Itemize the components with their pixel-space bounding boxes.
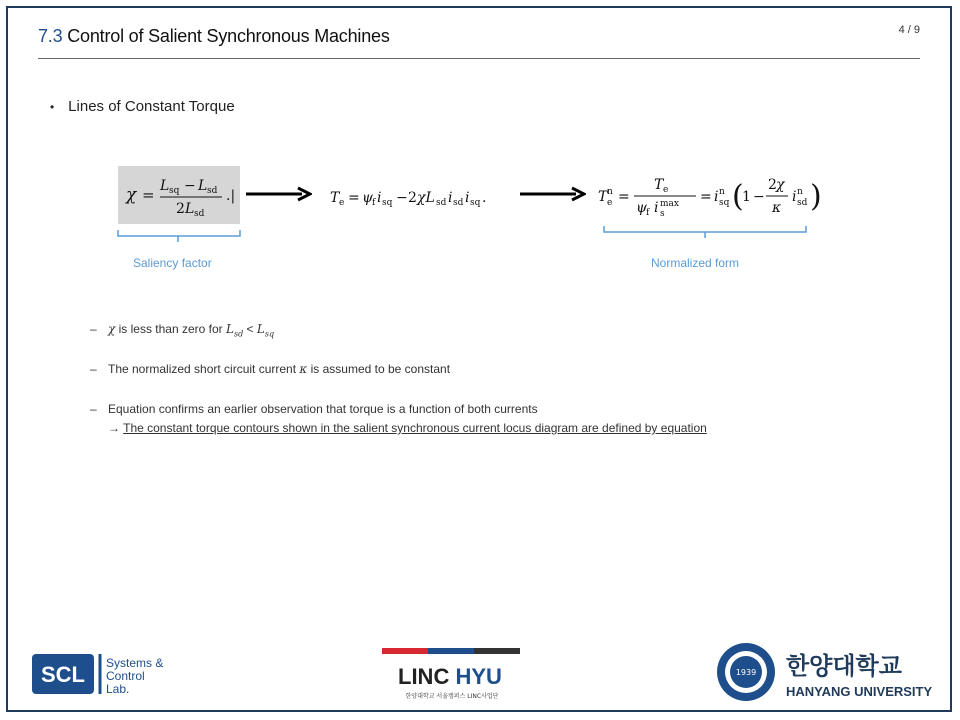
- svg-text:e: e: [607, 198, 613, 208]
- title-text: Control of Salient Synchronous Machines: [67, 26, 390, 46]
- svg-text:.: .: [482, 190, 487, 206]
- svg-text:한양대학교: 한양대학교: [786, 652, 902, 680]
- svg-text:=: =: [700, 189, 712, 205]
- normalized-form-label: Normalized form: [651, 256, 740, 270]
- svg-text:e: e: [663, 185, 669, 195]
- svg-text:sq: sq: [382, 198, 393, 208]
- arrow-right-icon: [520, 186, 586, 202]
- equation-normalized-torque: [596, 170, 826, 227]
- svg-text:LINC HYU: LINC HYU: [398, 664, 502, 689]
- svg-text:n: n: [797, 187, 803, 197]
- svg-text:sd: sd: [453, 198, 464, 208]
- svg-text:.|: .|: [226, 188, 236, 204]
- svg-text:L: L: [198, 178, 208, 194]
- svg-text:=: =: [348, 190, 360, 206]
- svg-text:1: 1: [742, 189, 751, 205]
- svg-text:T: T: [654, 177, 664, 193]
- note-chi-sign: – χ is less than zero for $L_{sd} < L_{sq}$: [90, 322, 275, 339]
- svg-text:=: =: [618, 189, 630, 205]
- svg-text:sd: sd: [436, 198, 447, 208]
- svg-text:한양대학교 서울캠퍼스 LINC사업단: 한양대학교 서울캠퍼스 LINC사업단: [405, 693, 499, 700]
- note-contours: → The constant torque contours shown in the salient synchronous current locus diagram are defined by equation: [108, 421, 707, 435]
- svg-text:i: i: [654, 200, 659, 216]
- svg-text:sq: sq: [470, 198, 481, 208]
- svg-text:f: f: [372, 198, 376, 208]
- svg-text:sq: sq: [169, 186, 180, 196]
- svg-text:T: T: [598, 189, 608, 205]
- saliency-factor-label: Saliency factor: [133, 256, 212, 270]
- note-kappa-constant: – The normalized short circuit current κ is assumed to be constant: [90, 362, 451, 376]
- svg-text:T: T: [330, 190, 340, 206]
- svg-text:sd: sd: [797, 198, 808, 208]
- bullet-text: Lines of Constant Torque: [68, 98, 235, 115]
- svg-text:κ: κ: [772, 200, 782, 216]
- svg-text:HANYANG UNIVERSITY: HANYANG UNIVERSITY: [786, 684, 933, 699]
- svg-text:e: e: [339, 198, 345, 208]
- svg-text:(: (: [732, 179, 744, 214]
- bullet-dot-icon: •: [50, 100, 55, 114]
- section-number: 7.3: [38, 26, 63, 46]
- linc-hyu-logo: [382, 648, 522, 709]
- equation-saliency-factor: [118, 166, 240, 224]
- svg-text:n: n: [719, 187, 725, 197]
- svg-text:−: −: [753, 189, 765, 205]
- svg-text:2: 2: [176, 201, 185, 217]
- bullet-heading: [50, 98, 235, 115]
- svg-text:χ: χ: [776, 177, 785, 193]
- normalized-brace: [602, 224, 808, 244]
- svg-text:1939: 1939: [735, 668, 757, 677]
- svg-text:Control: Control: [106, 669, 145, 683]
- svg-text:SCL: SCL: [41, 662, 85, 687]
- svg-text:max: max: [660, 199, 679, 209]
- saliency-brace: [116, 228, 242, 248]
- svg-text:s: s: [660, 209, 665, 219]
- svg-text:2: 2: [768, 177, 777, 193]
- svg-text:Lab.: Lab.: [106, 682, 130, 696]
- svg-text:f: f: [646, 208, 650, 218]
- page-number: 4 / 9: [898, 24, 920, 36]
- svg-text:i: i: [792, 189, 797, 205]
- hanyang-university-logo: [714, 640, 946, 709]
- svg-text:χ: χ: [126, 185, 137, 205]
- svg-text:−: −: [184, 178, 196, 194]
- svg-text:L: L: [160, 178, 170, 194]
- svg-text:sq: sq: [719, 198, 730, 208]
- svg-text:i: i: [465, 190, 470, 206]
- svg-text:i: i: [448, 190, 453, 206]
- svg-text:sd: sd: [207, 186, 218, 196]
- scl-logo: [30, 650, 180, 703]
- title-divider: [38, 58, 920, 59]
- svg-text:ψ: ψ: [362, 190, 373, 206]
- svg-text:n: n: [607, 187, 613, 197]
- note-torque-function: – Equation confirms an earlier observation that torque is a function of both currents: [90, 402, 538, 416]
- equation-torque: [328, 180, 508, 219]
- svg-text:2: 2: [408, 190, 417, 206]
- svg-text:χL: χL: [417, 190, 435, 206]
- svg-text:=: =: [142, 186, 155, 204]
- svg-text:−: −: [396, 190, 408, 206]
- svg-text:L: L: [185, 201, 195, 217]
- arrow-right-icon: [246, 186, 312, 202]
- svg-text:i: i: [377, 190, 382, 206]
- svg-text:sd: sd: [194, 209, 205, 219]
- svg-text:ψ: ψ: [636, 200, 647, 216]
- slide-title: [38, 26, 390, 47]
- svg-text:Systems &: Systems &: [106, 656, 164, 670]
- svg-text:i: i: [714, 189, 719, 205]
- svg-text:): ): [810, 179, 822, 214]
